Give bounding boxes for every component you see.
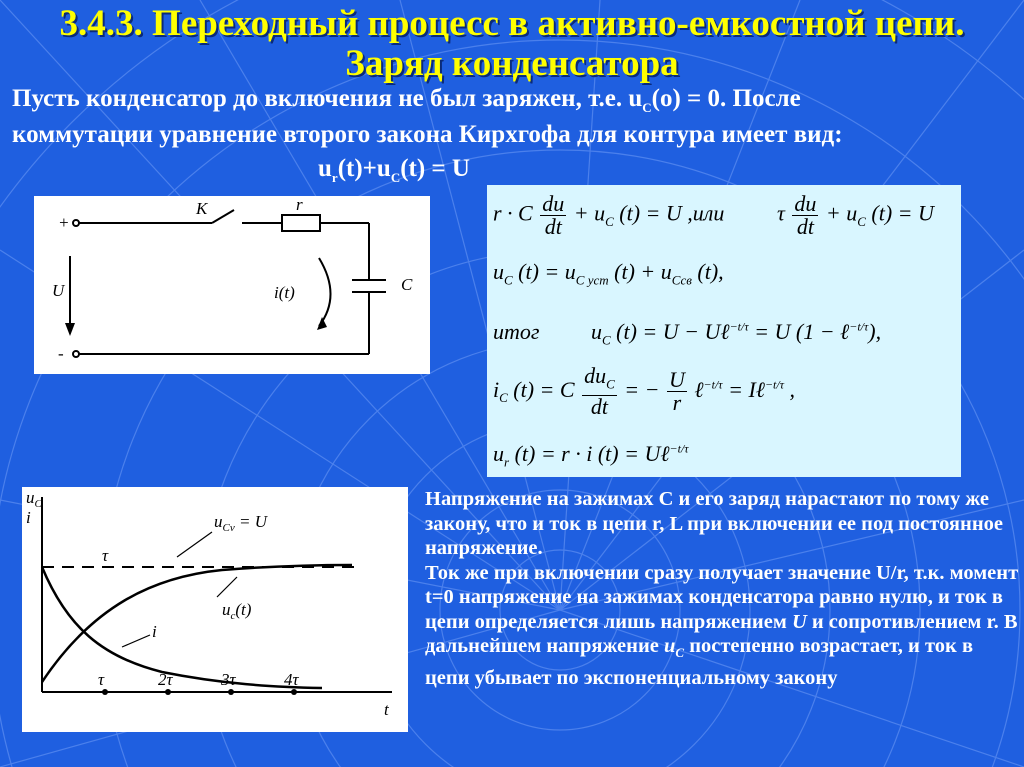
minus-label: - — [58, 344, 64, 363]
eq2-sub-b: C уст — [575, 272, 609, 288]
fraction-duc-dt: $\frac{du_C}{dt}$ — [584, 363, 615, 420]
kirchhoff-part-a: u — [318, 155, 332, 182]
fraction-u-r: $\frac{U}{r}$ — [668, 367, 685, 416]
slide-subtitle — [0, 44, 1024, 84]
fraction-du-dt-2: $\frac{du}{dt}$ — [794, 191, 817, 239]
intro-text-1-end: (o) = 0. После — [651, 85, 801, 112]
resistor-label: r — [296, 196, 303, 214]
eq4-exp-2: −t/τ — [764, 377, 784, 392]
eq2-sub-c: Cсв — [671, 272, 692, 288]
explanation-paragraph-2 — [425, 561, 1020, 691]
title-line-1: 3.4.3. Переходный процесс в активно-емкостной цепи. — [59, 3, 965, 44]
x-axis-label: t — [384, 700, 389, 719]
i-curve-label: i — [152, 622, 157, 641]
eq3-a: u — [591, 319, 602, 344]
eq3-sub: C — [602, 332, 611, 348]
equations-panel — [487, 185, 961, 477]
intro-text-2: коммутации уравнение второго закона Кирхгофа для контура имеет вид: — [12, 121, 843, 148]
equation-3 — [493, 319, 539, 345]
equation-1b: τ $\frac{du}{dt}$ + $u_C$ (t) = U — [777, 191, 934, 239]
title-line-2: Заряд конденсатора — [345, 43, 679, 84]
p2-U: U — [791, 610, 807, 633]
eq3-d: ), — [868, 319, 882, 344]
eq5-a: u — [493, 441, 504, 466]
intro-line-1 — [12, 84, 801, 123]
eq3-exp-1: −t/τ — [729, 319, 749, 334]
equation-1b-end: = U — [897, 200, 934, 226]
eq2-c: (t) + u — [608, 259, 672, 284]
kirchhoff-sub-a: r — [331, 170, 338, 185]
current-label: i(t) — [274, 283, 295, 302]
p2-part-b: и сопротивлением r. В дальнейшем напряжение — [425, 610, 1018, 657]
circuit-diagram — [34, 196, 430, 374]
explanation-paragraph-1: Напряжение на зажимах С и его заряд нарастают по тому же закону, что и ток в цепи r, L при включении ее под постоянное напряжение. — [425, 488, 1003, 559]
circuit-svg — [34, 196, 430, 374]
equation-5 — [493, 441, 689, 470]
slide-title — [0, 4, 1024, 44]
eq4-a: i — [493, 376, 500, 402]
graph-svg — [22, 487, 408, 732]
eq4-b: (t) = C — [507, 376, 575, 402]
eq5-exp: −t/τ — [669, 441, 689, 456]
eq4-d: ℓ — [694, 376, 704, 402]
eq4-e: = Iℓ — [722, 376, 765, 402]
capacitor-label: C — [401, 275, 413, 294]
tick-label-4: 4τ — [284, 670, 299, 689]
eq4-f: , — [784, 376, 795, 402]
y-axis-label: $u_C$ — [26, 488, 42, 510]
voltage-label: U — [52, 281, 65, 300]
eq4-sub: C — [499, 390, 508, 406]
intro-sub: C — [642, 100, 652, 115]
eq3-b: (t) = U − Uℓ — [610, 319, 730, 344]
eq5-sub: r — [504, 454, 510, 470]
tick-label-1: τ — [98, 670, 105, 689]
kirchhoff-part-c: (t) = U — [400, 155, 470, 182]
eq4-exp-1: −t/τ — [703, 377, 723, 392]
eq5-b: (t) = r · i (t) = Uℓ — [509, 441, 670, 466]
transient-graph — [22, 487, 408, 732]
intro-line-2 — [12, 120, 843, 150]
tick-label-3: 3τ — [221, 670, 236, 689]
equation-4 — [493, 365, 795, 418]
kirchhoff-equation — [318, 154, 470, 193]
asymptote-label: $u_{Cv} = U$ — [214, 512, 267, 534]
switch-label: K — [196, 199, 208, 218]
kirchhoff-part-b: (t)+u — [337, 155, 391, 182]
eq2-a: u — [493, 259, 504, 284]
eq2-sub-a: C — [504, 272, 513, 288]
itog-label: итог — [493, 319, 540, 344]
p2-part-a: Ток же при включении сразу получает значение U/r, т.к. момент t=0 напряжение на зажимах конденсатора равно нулю, и ток в цепи определяется лишь напряжением — [425, 561, 1019, 633]
fraction-du-dt: $\frac{du}{dt}$ — [542, 191, 565, 239]
y-axis-label-2: i — [26, 508, 31, 527]
eq3-c: = U (1 − ℓ — [748, 319, 850, 344]
p2-part-c: постепенно возрастает, и ток в цепи убывает по экспоненциальному закону — [425, 635, 974, 689]
equation-1-end: = U ,или — [645, 200, 725, 226]
eq2-b: (t) = u — [512, 259, 576, 284]
equation-1: r · C $\frac{du}{dt}$ + $u_C$ (t) = U ,или — [493, 191, 725, 239]
p2-uc: $u_C$ — [664, 635, 685, 661]
explanation-text — [425, 487, 1020, 690]
equation-2 — [493, 259, 724, 288]
tick-label-2: 2τ — [158, 670, 173, 689]
equation-3-body — [591, 319, 881, 348]
intro-text-1: Пусть конденсатор до включения не был заряжен, т.е. u — [12, 85, 643, 112]
eq3-exp-2: −t/τ — [849, 319, 869, 334]
kirchhoff-sub-b: C — [390, 170, 401, 185]
eq2-d: (t), — [691, 259, 724, 284]
uc-curve-label: $u_c(t)$ — [222, 600, 252, 622]
tau-mark: τ — [102, 546, 109, 565]
plus-label: + — [58, 213, 70, 232]
eq4-c: = − — [624, 376, 660, 402]
